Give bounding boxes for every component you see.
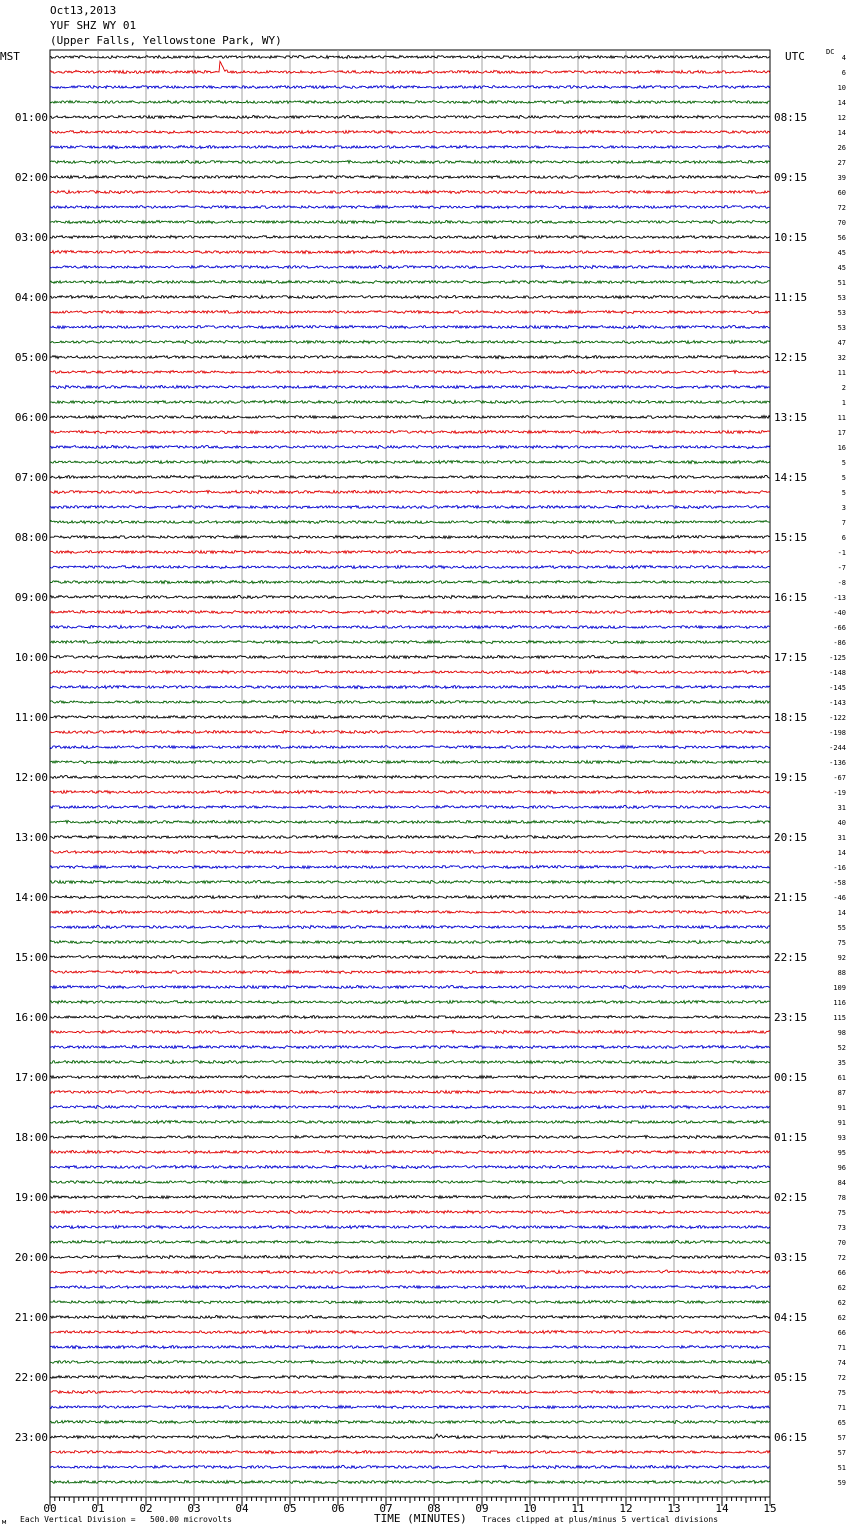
x-tick-label: 10 [523, 1502, 537, 1515]
trace-line [50, 896, 770, 899]
x-tick-label: 05 [283, 1502, 297, 1515]
dc-offset-label: 92 [837, 954, 846, 962]
trace-line [50, 1196, 770, 1199]
utc-hour-label: 12:15 [774, 351, 808, 364]
mst-hour-label: 09:00 [14, 591, 48, 604]
trace-line [50, 1421, 770, 1424]
dc-offset-label: 66 [837, 1329, 846, 1337]
trace-line [50, 881, 770, 884]
dc-offset-label: -16 [833, 864, 846, 872]
dc-offset-label: 78 [837, 1194, 846, 1202]
dc-offset-label: 1 [841, 399, 846, 407]
dc-offset-label: 56 [837, 234, 846, 242]
utc-hour-label: 08:15 [774, 111, 808, 124]
dc-offset-label: 74 [837, 1359, 846, 1367]
dc-offset-label: -198 [829, 729, 846, 737]
trace-line [50, 1106, 770, 1109]
trace-line [50, 925, 770, 928]
mst-hour-label: 23:00 [14, 1431, 48, 1444]
trace-line [50, 820, 770, 823]
utc-hour-label: 01:15 [774, 1131, 808, 1144]
trace-line [50, 191, 770, 194]
dc-offset-label: 51 [837, 279, 846, 287]
dc-offset-label: 27 [837, 159, 846, 167]
dc-offset-label: 45 [837, 264, 846, 272]
trace-line [50, 521, 770, 524]
utc-axis-label: UTC [785, 50, 805, 63]
trace-line [50, 805, 770, 808]
mst-hour-label: 11:00 [14, 711, 48, 724]
trace-line [50, 1465, 770, 1468]
dc-offset-label: 70 [837, 219, 846, 227]
trace-line [50, 731, 770, 734]
mst-hour-label: 14:00 [14, 891, 48, 904]
trace-line [50, 236, 770, 239]
dc-offset-label: 93 [837, 1134, 846, 1142]
dc-offset-label: 65 [837, 1419, 846, 1427]
utc-hour-label: 21:15 [774, 891, 808, 904]
trace-line [50, 1135, 770, 1138]
corner-mark: м [2, 1518, 7, 1526]
dc-offset-label: 61 [837, 1074, 846, 1082]
dc-offset-label: 62 [837, 1284, 846, 1292]
trace-line [50, 416, 770, 419]
mst-hour-label: 16:00 [14, 1011, 48, 1024]
trace-line [50, 611, 770, 614]
x-tick-label: 14 [715, 1502, 729, 1515]
dc-offset-label: 26 [837, 144, 846, 152]
dc-offset-label: -8 [837, 579, 846, 587]
scale-note: Each Vertical Division = 500.00 microvolts [20, 1515, 232, 1524]
trace-line [50, 446, 770, 449]
dc-offset-label: 53 [837, 309, 846, 317]
dc-offset-label: 40 [837, 819, 846, 827]
trace-line [50, 370, 770, 373]
location-label: (Upper Falls, Yellowstone Park, WY) [50, 34, 282, 47]
trace-line [50, 685, 770, 688]
trace-line [50, 566, 770, 569]
x-tick-label: 09 [475, 1502, 489, 1515]
dc-column-label: DC [826, 48, 835, 56]
trace-line [50, 86, 770, 89]
trace-line [50, 1240, 770, 1243]
dc-offset-label: -67 [833, 774, 846, 782]
trace-line [50, 1286, 770, 1289]
trace-line [50, 1120, 770, 1123]
dc-offset-label: 31 [837, 834, 846, 842]
dc-offset-label: -7 [837, 564, 846, 572]
trace-line [50, 595, 770, 598]
trace-line [50, 131, 770, 134]
utc-hour-label: 15:15 [774, 531, 808, 544]
trace-line [50, 100, 770, 103]
dc-offset-label: -122 [829, 714, 846, 722]
clip-note: Traces clipped at plus/minus 5 vertical divisions [482, 1515, 719, 1524]
dc-offset-label: -86 [833, 639, 846, 647]
dc-offset-label: 32 [837, 354, 846, 362]
x-tick-label: 03 [187, 1502, 201, 1515]
trace-line [50, 1255, 770, 1258]
x-tick-label: 11 [571, 1502, 585, 1515]
trace-line [50, 791, 770, 794]
mst-hour-label: 22:00 [14, 1371, 48, 1384]
dc-offset-label: 6 [841, 534, 846, 542]
dc-offset-label: 72 [837, 1374, 846, 1382]
trace-line [50, 761, 770, 764]
x-tick-label: 01 [91, 1502, 105, 1515]
mst-hour-label: 12:00 [14, 771, 48, 784]
dc-offset-label: 75 [837, 939, 846, 947]
mst-hour-label: 03:00 [14, 231, 48, 244]
trace-line [50, 1015, 770, 1018]
dc-offset-label: 96 [837, 1164, 846, 1172]
trace-line [50, 250, 770, 253]
trace-line [50, 700, 770, 703]
trace-line [50, 176, 770, 179]
dc-offset-label: 72 [837, 204, 846, 212]
trace-line [50, 1331, 770, 1334]
dc-offset-label: 3 [841, 504, 846, 512]
utc-hour-label: 20:15 [774, 831, 808, 844]
trace-line [50, 1270, 770, 1273]
trace-line [50, 461, 770, 464]
dc-offset-label: 60 [837, 189, 846, 197]
trace-line [50, 341, 770, 344]
trace-line [50, 716, 770, 719]
x-tick-label: 12 [619, 1502, 633, 1515]
mst-axis-label: MST [0, 50, 20, 63]
mst-hour-label: 01:00 [14, 111, 48, 124]
utc-hour-label: 02:15 [774, 1191, 808, 1204]
trace-line [50, 910, 770, 913]
mst-hour-label: 05:00 [14, 351, 48, 364]
station-label: YUF SHZ WY 01 [50, 19, 137, 32]
dc-offset-label: 47 [837, 339, 846, 347]
trace-line [50, 1301, 770, 1304]
dc-offset-label: 95 [837, 1149, 846, 1157]
dc-offset-label: 52 [837, 1044, 846, 1052]
trace-group [50, 56, 770, 1484]
trace-line [50, 401, 770, 404]
trace-line [50, 475, 770, 478]
utc-hour-label: 17:15 [774, 651, 808, 664]
dc-offset-label: 17 [837, 429, 846, 437]
utc-hour-label: 09:15 [774, 171, 808, 184]
mst-hour-label: 06:00 [14, 411, 48, 424]
dc-offset-label: 14 [837, 909, 846, 917]
trace-line [50, 431, 770, 434]
trace-line [50, 1046, 770, 1049]
trace-line [50, 1166, 770, 1169]
trace-line [50, 1434, 770, 1439]
trace-line [50, 671, 770, 674]
utc-hour-label: 00:15 [774, 1071, 808, 1084]
utc-hour-label: 22:15 [774, 951, 808, 964]
dc-offset-label: 5 [841, 474, 846, 482]
dc-offset-label: 73 [837, 1224, 846, 1232]
trace-line [50, 1406, 770, 1409]
x-tick-label: 06 [331, 1502, 345, 1515]
dc-offset-label: -136 [829, 759, 846, 767]
dc-offset-label: 84 [837, 1179, 846, 1187]
dc-offset-label: 14 [837, 129, 846, 137]
dc-offset-label: 109 [833, 984, 846, 992]
dc-offset-label: -244 [829, 744, 846, 752]
dc-offset-label: 53 [837, 324, 846, 332]
trace-line [50, 580, 770, 583]
dc-offset-label: 62 [837, 1299, 846, 1307]
trace-line [50, 851, 770, 854]
dc-offset-label: -145 [829, 684, 846, 692]
x-tick-label: 04 [235, 1502, 249, 1515]
trace-line [50, 490, 770, 493]
trace-line [50, 145, 770, 148]
x-tick-label: 08 [427, 1502, 441, 1515]
dc-offset-label: 12 [837, 114, 846, 122]
dc-offset-label: -19 [833, 789, 846, 797]
trace-line [50, 536, 770, 539]
trace-line [50, 1345, 770, 1348]
trace-line [50, 641, 770, 644]
utc-hour-label: 04:15 [774, 1311, 808, 1324]
dc-offset-label: -40 [833, 609, 846, 617]
trace-line [50, 986, 770, 989]
dc-offset-label: 14 [837, 849, 846, 857]
dc-offset-label: 2 [841, 384, 846, 392]
dc-offset-label: -58 [833, 879, 846, 887]
utc-hour-label: 16:15 [774, 591, 808, 604]
trace-line [50, 265, 770, 268]
mst-hour-label: 20:00 [14, 1251, 48, 1264]
x-tick-label: 07 [379, 1502, 393, 1515]
trace-line [50, 1481, 770, 1484]
dc-offset-label: -143 [829, 699, 846, 707]
dc-offset-label: 70 [837, 1239, 846, 1247]
dc-offset-label: 91 [837, 1119, 846, 1127]
trace-line [50, 1151, 770, 1154]
trace-line [50, 206, 770, 209]
x-tick-label: 15 [763, 1502, 777, 1515]
date-label: Oct13,2013 [50, 4, 117, 17]
dc-offset-label: -13 [833, 594, 846, 602]
dc-offset-label: 5 [841, 459, 846, 467]
dc-offset-label: 16 [837, 444, 846, 452]
dc-offset-label: 66 [837, 1269, 846, 1277]
trace-line [50, 1450, 770, 1453]
dc-offset-label: 91 [837, 1104, 846, 1112]
dc-offset-label: -1 [837, 549, 846, 557]
trace-line [50, 776, 770, 779]
utc-hour-label: 18:15 [774, 711, 808, 724]
mst-hour-label: 15:00 [14, 951, 48, 964]
dc-offset-label: 62 [837, 1314, 846, 1322]
mst-hour-label: 13:00 [14, 831, 48, 844]
trace-line [50, 160, 770, 163]
mst-hour-label: 19:00 [14, 1191, 48, 1204]
trace-line [50, 1316, 770, 1319]
dc-offset-label: 31 [837, 804, 846, 812]
dc-offset-label: 11 [837, 414, 846, 422]
utc-hour-label: 13:15 [774, 411, 808, 424]
dc-offset-label: 57 [837, 1434, 846, 1442]
trace-line [50, 956, 770, 959]
dc-offset-label: 4 [841, 54, 846, 62]
mst-hour-label: 04:00 [14, 291, 48, 304]
mst-hour-label: 18:00 [14, 1131, 48, 1144]
trace-line [50, 296, 770, 299]
trace-line [50, 1360, 770, 1363]
utc-hour-label: 10:15 [774, 231, 808, 244]
dc-offset-label: 57 [837, 1449, 846, 1457]
trace-line [50, 1226, 770, 1229]
trace-line [50, 326, 770, 329]
dc-offset-label: 45 [837, 249, 846, 257]
trace-line [50, 311, 770, 314]
trace-line [50, 941, 770, 944]
dc-offset-label: 72 [837, 1254, 846, 1262]
trace-line [50, 61, 770, 73]
x-axis-title: TIME (MINUTES) [374, 1512, 467, 1525]
trace-line [50, 656, 770, 659]
x-tick-label: 02 [139, 1502, 153, 1515]
dc-offset-label: 39 [837, 174, 846, 182]
trace-line [50, 56, 770, 59]
mst-hour-label: 07:00 [14, 471, 48, 484]
dc-offset-label: 87 [837, 1089, 846, 1097]
dc-offset-label: 88 [837, 969, 846, 977]
trace-line [50, 836, 770, 839]
trace-line [50, 1076, 770, 1079]
dc-offset-label: 7 [841, 519, 846, 527]
dc-offset-label: 35 [837, 1059, 846, 1067]
dc-offset-label: 75 [837, 1209, 846, 1217]
dc-offset-label: 75 [837, 1389, 846, 1397]
x-tick-label: 13 [667, 1502, 681, 1515]
dc-offset-label: 11 [837, 369, 846, 377]
trace-line [50, 746, 770, 749]
dc-offset-label: 14 [837, 99, 846, 107]
utc-hour-label: 05:15 [774, 1371, 808, 1384]
trace-line [50, 1391, 770, 1394]
dc-offset-label: -66 [833, 624, 846, 632]
dc-offset-label: 98 [837, 1029, 846, 1037]
dc-offset-label: 115 [833, 1014, 846, 1022]
mst-hour-label: 17:00 [14, 1071, 48, 1084]
x-tick-label: 00 [43, 1502, 57, 1515]
dc-offset-label: 5 [841, 489, 846, 497]
trace-line [50, 1001, 770, 1004]
utc-hour-label: 14:15 [774, 471, 808, 484]
dc-offset-label: 51 [837, 1464, 846, 1472]
mst-hour-label: 02:00 [14, 171, 48, 184]
dc-offset-label: 116 [833, 999, 846, 1007]
utc-hour-label: 23:15 [774, 1011, 808, 1024]
mst-hour-label: 10:00 [14, 651, 48, 664]
utc-hour-label: 11:15 [774, 291, 808, 304]
trace-line [50, 866, 770, 869]
trace-line [50, 1211, 770, 1214]
dc-offset-label: 59 [837, 1479, 846, 1487]
utc-hour-label: 19:15 [774, 771, 808, 784]
mst-hour-label: 21:00 [14, 1311, 48, 1324]
trace-line [50, 116, 770, 119]
trace-line [50, 1091, 770, 1094]
dc-offset-label: -46 [833, 894, 846, 902]
mst-hour-label: 08:00 [14, 531, 48, 544]
trace-line [50, 971, 770, 974]
trace-line [50, 551, 770, 554]
dc-offset-label: 55 [837, 924, 846, 932]
trace-line [50, 506, 770, 509]
dc-offset-label: 6 [841, 69, 846, 77]
trace-line [50, 1061, 770, 1064]
trace-line [50, 1181, 770, 1184]
dc-offset-label: 10 [837, 84, 846, 92]
trace-line [50, 386, 770, 389]
dc-offset-label: 53 [837, 294, 846, 302]
utc-hour-label: 06:15 [774, 1431, 808, 1444]
trace-line [50, 1030, 770, 1033]
trace-line [50, 626, 770, 629]
dc-offset-label: 71 [837, 1344, 846, 1352]
trace-line [50, 356, 770, 359]
dc-offset-label: 71 [837, 1404, 846, 1412]
dc-offset-label: -125 [829, 654, 846, 662]
trace-line [50, 281, 770, 284]
trace-line [50, 221, 770, 224]
utc-hour-label: 03:15 [774, 1251, 808, 1264]
dc-offset-label: -148 [829, 669, 846, 677]
trace-line [50, 1376, 770, 1379]
